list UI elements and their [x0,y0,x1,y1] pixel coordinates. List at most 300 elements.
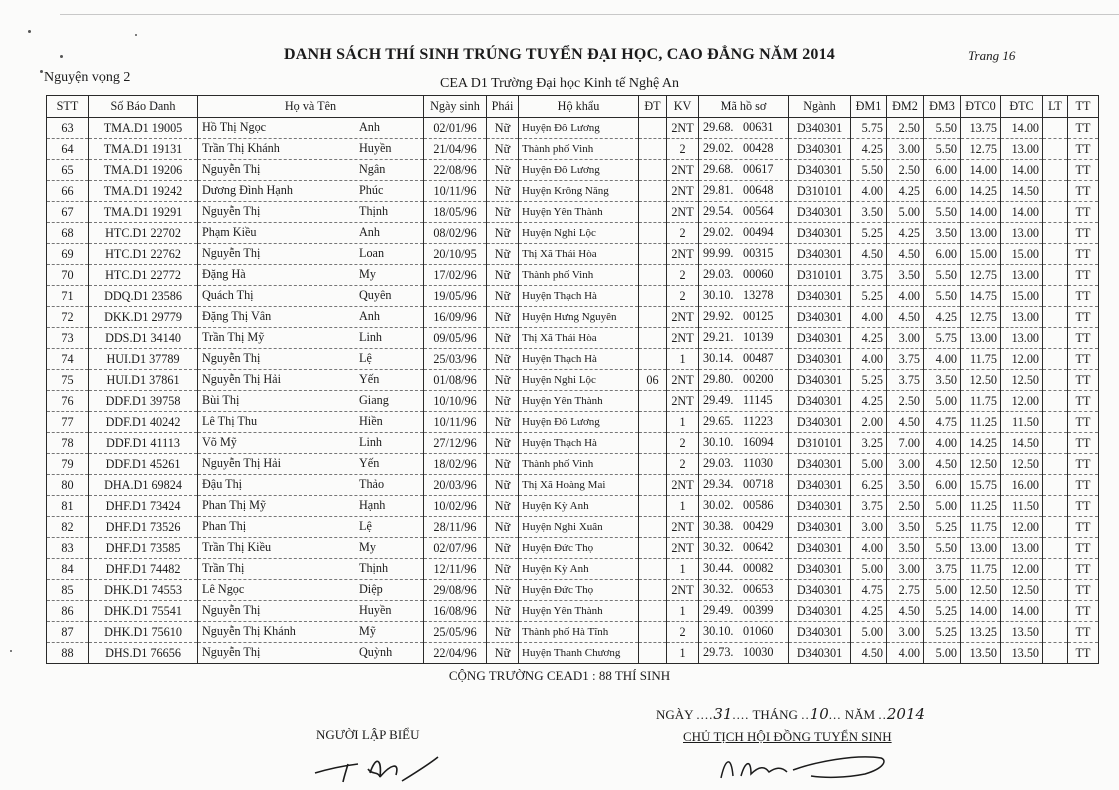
cell-file-code-number: 00631 [743,120,774,134]
cell-dm2: 3.00 [887,454,924,475]
cell-dt [639,160,667,181]
cell-tt: TT [1068,391,1099,412]
cell-dob: 02/01/96 [424,118,487,139]
cell-dm2: 4.00 [887,643,924,664]
cell-dtc0: 12.50 [961,580,1001,601]
cell-last-name: Lê Ngọc [202,582,245,596]
cell-major: D340301 [789,475,851,496]
cell-first-name: Anh [359,309,380,323]
cell-dtc0: 15.75 [961,475,1001,496]
cell-dt: 06 [639,370,667,391]
col-dt: ĐT [639,96,667,118]
cell-dtc0: 11.25 [961,496,1001,517]
cell-dm1: 4.25 [851,139,887,160]
cell-first-name: Diệp [359,582,383,596]
cell-dm2: 4.50 [887,307,924,328]
cell-lt [1043,454,1068,475]
cell-dob: 18/02/96 [424,454,487,475]
cell-dob: 08/02/96 [424,223,487,244]
table-row [47,622,1099,643]
cell-stt: 69 [47,244,89,265]
cell-first-name: Linh [359,330,383,344]
cell-lt [1043,118,1068,139]
cell-dm1: 5.00 [851,454,887,475]
date-month: 10 [809,705,829,723]
cell-dm2: 3.00 [887,328,924,349]
cell-dtc: 13.00 [1001,265,1043,286]
cell-dm1: 4.00 [851,538,887,559]
cell-name [198,517,424,538]
cell-stt: 65 [47,160,89,181]
cell-file-code-prefix: 29.49. [703,393,734,407]
cell-sbd: DDF.D1 45261 [89,454,198,475]
cell-file-code [699,538,789,559]
cell-name [198,286,424,307]
cell-dm2: 3.00 [887,559,924,580]
cell-file-code [699,181,789,202]
cell-dm3: 5.50 [924,286,961,307]
col-home: Hộ khẩu [519,96,639,118]
cell-file-code-prefix: 29.21. [703,330,734,344]
cell-file-code [699,139,789,160]
cell-last-name: Nguyễn Thị Hải [202,372,281,386]
cell-file-code-prefix: 29.81. [703,183,734,197]
cell-file-code-number: 00428 [743,141,774,155]
cell-file-code [699,559,789,580]
cell-kv: 2NT [667,307,699,328]
cell-file-code [699,496,789,517]
cell-file-code [699,517,789,538]
col-dm1: ĐM1 [851,96,887,118]
cell-dm2: 4.25 [887,181,924,202]
cell-dtc: 12.00 [1001,349,1043,370]
cell-dob: 28/11/96 [424,517,487,538]
cell-dtc0: 14.25 [961,181,1001,202]
cell-dtc0: 12.50 [961,370,1001,391]
cell-dt [639,202,667,223]
cell-sbd: HTC.D1 22702 [89,223,198,244]
cell-last-name: Hồ Thị Ngọc [202,120,267,134]
cell-home: Huyện Krông Năng [519,181,639,202]
cell-kv: 2NT [667,517,699,538]
cell-gender: Nữ [487,265,519,286]
cell-file-code [699,118,789,139]
col-dtc0: ĐTC0 [961,96,1001,118]
chairman-signature [715,748,895,782]
cell-lt [1043,328,1068,349]
cell-dm3: 6.00 [924,181,961,202]
school-subtitle: CEA D1 Trường Đại học Kinh tế Nghệ An [440,76,679,91]
cell-sbd: DDQ.D1 23586 [89,286,198,307]
wish-label: Nguyện vọng 2 [44,70,131,85]
cell-home: Huyện Nghi Lộc [519,223,639,244]
cell-dtc0: 12.75 [961,139,1001,160]
cell-dt [639,433,667,454]
cell-dob: 19/05/96 [424,286,487,307]
cell-stt: 86 [47,601,89,622]
cell-sbd: DHA.D1 69824 [89,475,198,496]
cell-last-name: Nguyễn Thị [202,603,261,617]
col-hs: Mã hồ sơ [699,96,789,118]
cell-tt: TT [1068,538,1099,559]
cell-dtc: 14.50 [1001,181,1043,202]
cell-file-code-prefix: 99.99. [703,246,734,260]
cell-gender: Nữ [487,307,519,328]
cell-sbd: TMA.D1 19005 [89,118,198,139]
cell-dob: 20/03/96 [424,475,487,496]
cell-dob: 25/05/96 [424,622,487,643]
table-row [47,223,1099,244]
cell-kv: 2 [667,286,699,307]
cell-file-code-prefix: 30.10. [703,288,734,302]
cell-kv: 2NT [667,160,699,181]
cell-kv: 1 [667,412,699,433]
cell-dtc: 14.00 [1001,202,1043,223]
col-dtc: ĐTC [1001,96,1043,118]
cell-stt: 63 [47,118,89,139]
candidate-rows [47,118,1099,664]
cell-dtc: 11.50 [1001,412,1043,433]
cell-lt [1043,622,1068,643]
cell-dm1: 5.25 [851,370,887,391]
cell-name [198,643,424,664]
cell-home: Huyện Đô Lương [519,118,639,139]
cell-dtc: 14.00 [1001,160,1043,181]
cell-name [198,496,424,517]
cell-sbd: TMA.D1 19131 [89,139,198,160]
cell-kv: 2 [667,139,699,160]
cell-major: D340301 [789,202,851,223]
cell-file-code-number: 11145 [743,393,773,407]
cell-dtc0: 11.75 [961,391,1001,412]
table-row [47,475,1099,496]
cell-file-code-number: 00487 [743,351,774,365]
cell-kv: 2NT [667,538,699,559]
cell-name [198,118,424,139]
cell-lt [1043,538,1068,559]
cell-dt [639,307,667,328]
cell-home: Huyện Hưng Nguyên [519,307,639,328]
cell-lt [1043,223,1068,244]
cell-home: Huyện Đô Lương [519,160,639,181]
cell-lt [1043,580,1068,601]
cell-dm2: 2.50 [887,391,924,412]
cell-dtc: 13.00 [1001,538,1043,559]
cell-major: D340301 [789,244,851,265]
cell-dm1: 3.75 [851,265,887,286]
cell-stt: 83 [47,538,89,559]
cell-stt: 85 [47,580,89,601]
cell-tt: TT [1068,202,1099,223]
cell-file-code-number: 11223 [743,414,774,428]
cell-major: D340301 [789,160,851,181]
cell-dtc0: 11.75 [961,559,1001,580]
cell-dtc: 16.00 [1001,475,1043,496]
cell-major: D340301 [789,601,851,622]
cell-last-name: Nguyễn Thị [202,351,261,365]
cell-dm1: 3.75 [851,496,887,517]
cell-gender: Nữ [487,433,519,454]
cell-dm1: 4.25 [851,328,887,349]
cell-tt: TT [1068,181,1099,202]
cell-dm2: 4.25 [887,223,924,244]
cell-dtc: 12.00 [1001,559,1043,580]
cell-file-code-number: 00586 [743,498,774,512]
cell-major: D340301 [789,559,851,580]
cell-gender: Nữ [487,328,519,349]
cell-name [198,601,424,622]
cell-lt [1043,244,1068,265]
cell-stt: 79 [47,454,89,475]
cell-file-code-prefix: 30.44. [703,561,734,575]
cell-major: D340301 [789,412,851,433]
cell-first-name: Yến [359,456,380,470]
cell-kv: 2NT [667,244,699,265]
cell-last-name: Bùi Thị [202,393,240,407]
cell-lt [1043,559,1068,580]
cell-dtc0: 12.50 [961,454,1001,475]
table-row [47,538,1099,559]
cell-home: Thành phố Vinh [519,454,639,475]
cell-dt [639,622,667,643]
cell-dtc0: 13.00 [961,223,1001,244]
cell-dob: 10/02/96 [424,496,487,517]
cell-dm1: 2.00 [851,412,887,433]
cell-dt [639,181,667,202]
cell-dt [639,118,667,139]
cell-first-name: Anh [359,120,380,134]
cell-dm1: 4.00 [851,181,887,202]
cell-dt [639,265,667,286]
cell-file-code [699,475,789,496]
cell-kv: 1 [667,349,699,370]
cell-dm2: 4.50 [887,412,924,433]
cell-sbd: DHF.D1 73424 [89,496,198,517]
cell-lt [1043,139,1068,160]
cell-dtc: 12.50 [1001,370,1043,391]
cell-dm3: 4.75 [924,412,961,433]
cell-kv: 1 [667,559,699,580]
cell-gender: Nữ [487,517,519,538]
cell-dob: 22/08/96 [424,160,487,181]
cell-sbd: DDS.D1 34140 [89,328,198,349]
cell-last-name: Nguyễn Thị Hải [202,456,281,470]
cell-name [198,328,424,349]
cell-dt [639,601,667,622]
cell-dob: 17/02/96 [424,265,487,286]
cell-file-code-prefix: 29.80. [703,372,734,386]
table-row [47,328,1099,349]
cell-sbd: DHF.D1 74482 [89,559,198,580]
cell-first-name: Giang [359,393,389,407]
cell-kv: 2 [667,223,699,244]
cell-last-name: Nguyễn Thị Khánh [202,624,296,638]
cell-stt: 68 [47,223,89,244]
date-year-label: NĂM [844,707,876,722]
cell-dob: 10/11/96 [424,181,487,202]
cell-dm3: 3.50 [924,223,961,244]
cell-name [198,391,424,412]
cell-dtc0: 15.00 [961,244,1001,265]
cell-file-code-number: 01060 [743,624,774,638]
cell-home: Huyện Thạch Hà [519,286,639,307]
cell-dm2: 2.75 [887,580,924,601]
cell-sbd: DDF.D1 39758 [89,391,198,412]
date-month-label: THÁNG [752,707,798,722]
cell-dob: 01/08/96 [424,370,487,391]
cell-major: D340301 [789,223,851,244]
date-day-label: NGÀY [656,707,694,722]
cell-file-code-prefix: 29.03. [703,267,734,281]
cell-dt [639,517,667,538]
cell-file-code-prefix: 29.02. [703,225,734,239]
cell-dtc: 15.00 [1001,244,1043,265]
cell-dm3: 5.00 [924,391,961,412]
cell-lt [1043,391,1068,412]
cell-dm3: 4.00 [924,349,961,370]
cell-sbd: TMA.D1 19242 [89,181,198,202]
cell-dtc: 13.00 [1001,328,1043,349]
cell-file-code [699,244,789,265]
cell-major: D340301 [789,370,851,391]
cell-dtc0: 14.75 [961,286,1001,307]
cell-major: D340301 [789,496,851,517]
cell-home: Huyện Đức Thọ [519,538,639,559]
cell-last-name: Trần Thị Kiều [202,540,272,554]
cell-tt: TT [1068,244,1099,265]
cell-gender: Nữ [487,538,519,559]
cell-sbd: DHF.D1 73526 [89,517,198,538]
cell-last-name: Nguyễn Thị [202,162,261,176]
cell-file-code-prefix: 30.02. [703,498,734,512]
cell-file-code-number: 00648 [743,183,774,197]
cell-tt: TT [1068,118,1099,139]
cell-dm3: 6.00 [924,160,961,181]
cell-last-name: Phạm Kiều [202,225,257,239]
cell-gender: Nữ [487,160,519,181]
cell-home: Thành phố Vinh [519,265,639,286]
cell-home: Huyện Nghi Xuân [519,517,639,538]
cell-file-code-number: 11030 [743,456,774,470]
cell-home: Thị Xã Hoàng Mai [519,475,639,496]
cell-file-code-number: 00564 [743,204,774,218]
cell-home: Thị Xã Thái Hòa [519,244,639,265]
cell-dt [639,580,667,601]
cell-dm1: 4.25 [851,391,887,412]
cell-file-code-number: 00125 [743,309,774,323]
cell-dtc: 13.50 [1001,643,1043,664]
cell-dm3: 5.00 [924,496,961,517]
cell-file-code-prefix: 29.03. [703,456,734,470]
cell-file-code-prefix: 29.49. [703,603,734,617]
cell-dm2: 3.50 [887,538,924,559]
cell-name [198,307,424,328]
total-summary: CỘNG TRƯỜNG CEAD1 : 88 THÍ SINH [448,668,671,683]
cell-file-code [699,286,789,307]
preparer-title: NGƯỜI LẬP BIỂU [316,727,420,742]
table-row [47,370,1099,391]
cell-dm2: 3.00 [887,622,924,643]
cell-gender: Nữ [487,202,519,223]
cell-name [198,349,424,370]
cell-major: D340301 [789,643,851,664]
cell-file-code-number: 00399 [743,603,774,617]
cell-dm3: 5.50 [924,202,961,223]
cell-last-name: Nguyễn Thị [202,246,261,260]
cell-last-name: Nguyễn Thị [202,204,261,218]
scan-edge-line [60,14,1119,15]
cell-major: D340301 [789,517,851,538]
cell-stt: 76 [47,391,89,412]
cell-name [198,139,424,160]
cell-home: Huyện Yên Thành [519,202,639,223]
cell-first-name: Thịnh [359,561,389,575]
cell-tt: TT [1068,580,1099,601]
cell-file-code [699,643,789,664]
cell-dob: 10/10/96 [424,391,487,412]
cell-dm3: 5.25 [924,622,961,643]
cell-lt [1043,286,1068,307]
cell-dtc0: 14.25 [961,433,1001,454]
cell-gender: Nữ [487,559,519,580]
table-row [47,454,1099,475]
cell-sbd: HUI.D1 37861 [89,370,198,391]
cell-stt: 75 [47,370,89,391]
cell-dm2: 5.00 [887,202,924,223]
cell-tt: TT [1068,601,1099,622]
cell-last-name: Trần Thị Khánh [202,141,280,155]
cell-home: Thành phố Vinh [519,139,639,160]
cell-dob: 18/05/96 [424,202,487,223]
cell-home: Huyện Kỳ Anh [519,496,639,517]
cell-dm3: 4.25 [924,307,961,328]
cell-dm3: 5.50 [924,118,961,139]
cell-stt: 66 [47,181,89,202]
cell-kv: 1 [667,496,699,517]
cell-gender: Nữ [487,496,519,517]
cell-dm2: 3.50 [887,265,924,286]
cell-name [198,160,424,181]
cell-dtc: 12.50 [1001,454,1043,475]
cell-dm1: 4.00 [851,307,887,328]
cell-tt: TT [1068,454,1099,475]
cell-file-code-number: 00082 [743,561,774,575]
cell-dob: 22/04/96 [424,643,487,664]
col-dm3: ĐM3 [924,96,961,118]
cell-name [198,181,424,202]
cell-tt: TT [1068,412,1099,433]
cell-dob: 09/05/96 [424,328,487,349]
cell-sbd: TMA.D1 19291 [89,202,198,223]
cell-kv: 2NT [667,328,699,349]
table-row [47,412,1099,433]
cell-major: D310101 [789,433,851,454]
cell-dm1: 5.00 [851,622,887,643]
cell-stt: 64 [47,139,89,160]
cell-major: D340301 [789,538,851,559]
cell-home: Huyện Đô Lương [519,412,639,433]
cell-sbd: DHS.D1 76656 [89,643,198,664]
cell-sbd: HUI.D1 37789 [89,349,198,370]
cell-dtc0: 12.75 [961,265,1001,286]
cell-tt: TT [1068,496,1099,517]
cell-file-code [699,223,789,244]
cell-gender: Nữ [487,580,519,601]
cell-first-name: My [359,540,376,554]
table-row [47,433,1099,454]
cell-home: Huyện Thạch Hà [519,433,639,454]
cell-dtc: 13.00 [1001,223,1043,244]
